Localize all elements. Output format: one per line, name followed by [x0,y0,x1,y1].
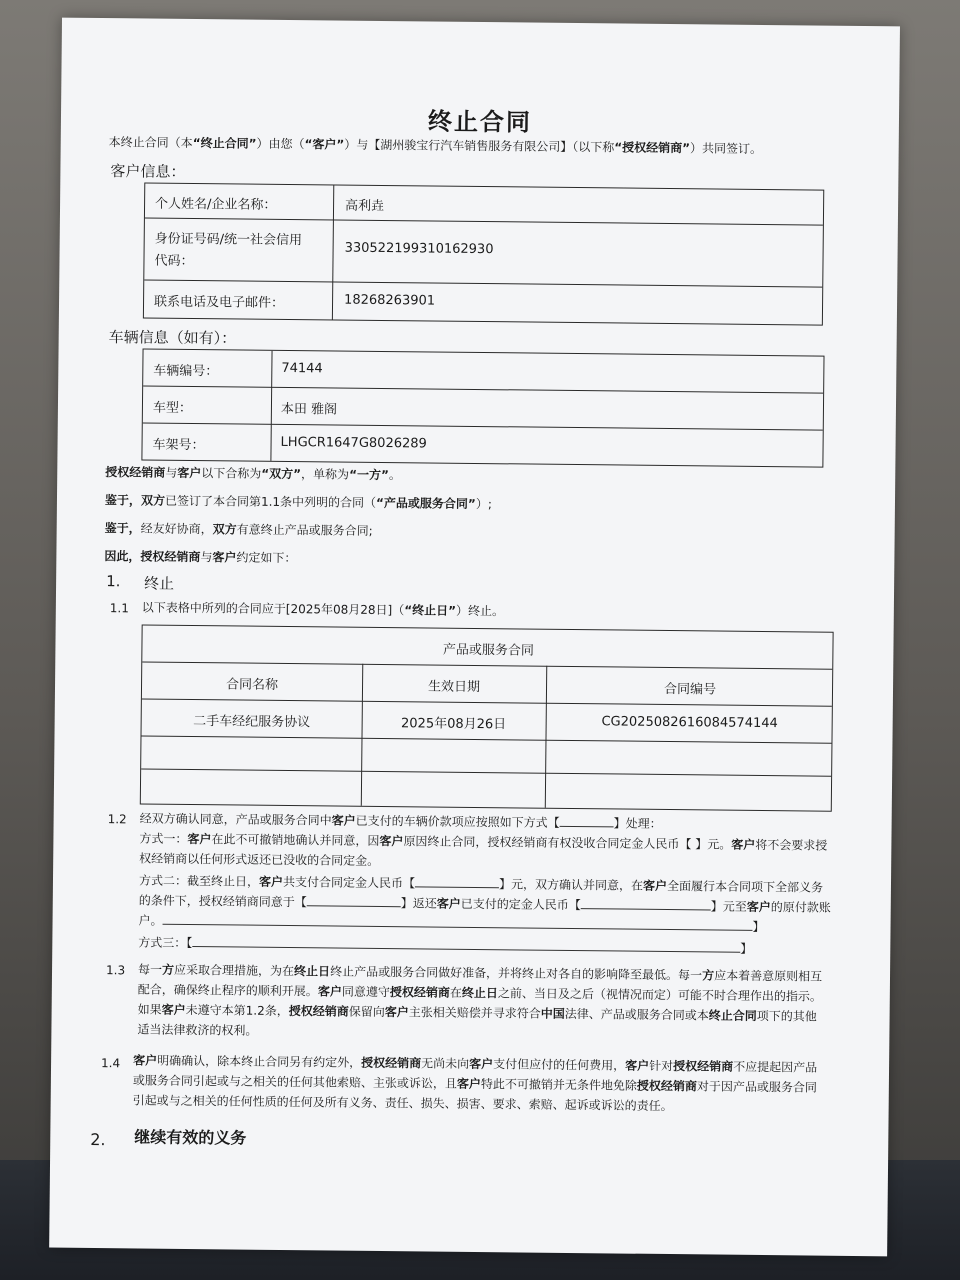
clause-term: 授权经销商 [636,1078,698,1094]
intro-term: “授权经销商” [614,140,691,156]
clause-term: 客户 [133,1053,158,1068]
section-2-number: 2. [90,1129,106,1150]
clause-text: 以下表格中所列的合同应于[2025年08月28日]（ [141,600,405,618]
recital-text: 经友好协商， [140,521,213,537]
customer-id-label-2: 代码： [154,253,194,270]
vehicle-no-label: 车辆编号： [153,363,219,380]
clause-text: 保留向 [348,1004,385,1020]
clause-1-4-number: 1.4 [101,1056,121,1071]
recital-term: “产品或服务合同” [376,495,476,511]
clause-text: 将不会要求授 [755,837,828,853]
clause-term: 客户 [731,837,756,852]
clause-text: 不应提起因产品 [733,1059,818,1075]
clause-term: 客户 [258,874,284,889]
intro-text: ）共同签订。 [690,141,763,156]
clause-text: 如果 [137,1002,162,1017]
clause-text: 应采取合理措施，为在 [174,962,295,979]
section-2-title: 继续有效的义务 [134,1127,247,1148]
section-1-number: 1. [106,572,121,591]
recital-text: 已签订了本合同第1.1条中列明的合同（ [164,493,377,510]
vehicle-no-value: 74144 [281,360,323,377]
customer-id-value: 330522199310162930 [344,240,494,258]
clause-term: 授权经销商 [673,1059,734,1074]
intro-term: “终止合同” [192,135,257,151]
intro-term: “客户” [304,137,345,152]
recital-term: 因此，授权经销商 [104,549,201,565]
clause-text: 项下的其他 [756,1008,817,1024]
recital-term: “双方” [261,466,302,482]
recital-term: 授权经销商 [105,465,166,480]
recital-text: 以下合称为 [201,466,262,481]
clause-1-4-line-3: 引起或与之相关的任何性质的任何及所有义务、责任、损失、损害、要求、索赔、起诉或诉讼的责任。 [132,1093,673,1114]
clause-term: 终止日 [461,985,498,1001]
clause-text: 或服务合同引起或与之相关的任何其他索赔、主张或诉讼，且 [132,1073,457,1091]
clause-text: 对于因产品或服务合同 [696,1079,818,1095]
clause-text: 主张相关赔偿并寻求符合 [408,1005,541,1021]
recital-whereas-2 [105,518,885,547]
blank-method[interactable] [560,826,614,828]
customer-name-label: 个人姓名/企业名称： [154,196,277,213]
clause-text: 经双方确认同意，产品或服务合同中 [139,811,332,828]
clause-text: 】元，双方确认并同意，在 [498,877,644,893]
col-contract-name: 合同名称 [225,677,279,693]
clause-text: 方式二：截至终止日， [138,873,260,889]
customer-info-table [143,182,824,325]
contract-paper [49,18,900,1257]
clause-text: 方式一： [139,831,188,846]
clause-text: 应本着善意原则相互 [714,968,823,984]
clause-text: 明确确认，除本终止合同另有约定外， [157,1053,362,1070]
clause-term: 客户 [379,833,404,849]
vehicle-model-value: 本田 雅阁 [280,401,338,418]
clause-term: 方 [702,968,715,983]
clause-term: 客户 [331,813,356,828]
row1-contract-name: 二手车经纪服务协议 [193,714,311,731]
intro-text: 本终止合同（本 [108,135,193,150]
recital-therefore [104,546,884,575]
clause-text: 针对 [649,1058,674,1074]
row1-contract-number: CG2025082616084574144 [601,714,778,732]
recital-text: ，单称为 [301,467,350,482]
recital-text: ）; [475,496,492,512]
col-effective-date: 生效日期 [427,679,481,696]
clause-text: 户。 [138,913,163,928]
clause-term: 授权经销商 [288,1004,349,1019]
clause-text: 的原付款账 [770,900,831,915]
clause-term: 方 [162,962,175,977]
clause-term: 授权经销商 [361,1055,422,1071]
document-title: 终止合同 [427,107,533,137]
row1-effective-date: 2025年08月26日 [400,716,507,733]
clause-term: 客户 [317,984,342,999]
recital-text: 与 [165,465,178,480]
blank-refund-date[interactable] [307,905,401,907]
clause-term: 客户 [436,896,461,911]
clause-text: 已支付的定金人民币【 [460,896,581,913]
clause-text: 法律、产品或服务合同或本 [564,1006,709,1023]
clause-text: 方式三：【 [138,935,193,951]
clause-term: 客户 [456,1076,481,1092]
clause-text: 全面履行本合同项下全部义务 [666,878,824,895]
clause-text: 共支付合同定金人民币【 [282,874,416,891]
clause-term: 客户 [187,831,212,847]
clause-term: 中国 [540,1006,565,1021]
clause-text: 同意遵守 [341,984,390,1000]
vehicle-model-label: 车型： [152,400,193,416]
clause-text: 的条件下，授权经销商同意于【 [138,893,307,910]
recital-term: 鉴于， [104,521,141,536]
recital-term: 客户 [212,550,237,565]
clause-text: 】返还 [400,896,437,911]
clause-text: 支付但应付的任何费用， [493,1057,626,1073]
clause-1-2-number: 1.2 [107,812,127,827]
clause-text: 】 [752,919,765,935]
clause-text: 特此不可撤销并无条件地免除 [480,1077,637,1093]
clause-term: 终止合同 [708,1008,757,1023]
clause-text: 】 [740,941,753,956]
vehicle-vin-value: LHGCR1647G8026289 [280,434,427,452]
clause-1-3-number: 1.3 [105,963,126,978]
vehicle-vin-label: 车架号： [152,437,205,454]
recital-term: “一方” [349,467,389,483]
intro-text: ）与【湖州骏宝行汽车销售服务有限公司】（以下称 [344,137,615,155]
clause-term: 客户 [161,1002,186,1017]
vehicle-info-table [141,348,824,467]
clause-1-1-number: 1.1 [109,601,130,616]
clause-text: 终止产品或服务合同做好准备，并将终止对各自的影响降至最低。每一 [330,964,703,983]
blank-method-three[interactable] [192,946,740,953]
clause-term: 客户 [746,899,771,915]
col-contract-number: 合同编号 [663,681,717,698]
clause-text: 未遵守本第1.2条， [185,1002,289,1019]
section-1-title: 终止 [144,574,175,593]
clause-term: 客户 [625,1058,650,1073]
clause-text: 已支付的车辆价款项应按照如下方式【 [355,813,560,830]
clause-term: “终止日” [404,603,457,618]
intro-text: ）由您（ [256,136,305,152]
customer-contact-label: 联系电话及电子邮件： [153,294,285,311]
blank-deposit-paid[interactable] [415,886,499,888]
clause-text: 之前、当日及之后（视情况而定）可能不时合理作出的指示。 [497,986,822,1004]
clause-1-1 [142,597,882,626]
recital-term: 鉴于， [104,493,142,508]
clause-text: 无尚未向 [421,1056,470,1071]
clause-text: 在 [449,985,462,1000]
recital-term: 客户 [177,465,202,481]
recital-term: 双方 [140,493,166,508]
clause-term: 授权经销商 [389,985,450,1000]
clause-1-2-line-3: 权经销商以任何形式返还已没收的合同定金。 [139,851,380,868]
clause-text: 原因终止合同，授权经销商有权没收合同定金人民币【 】元。 [403,834,732,852]
recital-text: 与 [200,550,213,565]
contract-table [140,624,834,811]
clause-term: 客户 [384,1005,409,1020]
clause-text: 在此不可撤销地确认并同意，因 [211,832,380,848]
clause-text: ）终止。 [455,603,505,619]
clause-text: 】处理： [613,816,662,831]
recital-text: 有意终止产品或服务合同; [236,522,373,538]
customer-id-label: 身份证号码/统一社会信用 [154,231,303,249]
recital-text: 约定如下： [236,550,297,566]
clause-1-3-line-4: 适当法律救济的权利。 [137,1022,258,1038]
customer-contact-value: 18268263901 [344,292,436,309]
clause-text: 】元至 [710,899,747,914]
clause-term: 终止日 [294,964,331,979]
recital-whereas-1 [105,490,885,519]
clause-term: 客户 [469,1056,494,1072]
customer-name-value: 高利垚 [344,198,385,214]
clause-term: 客户 [642,878,668,893]
recital-text: 。 [388,468,401,483]
contract-table-header: 产品或服务合同 [442,642,534,659]
clause-text: 每一 [137,962,163,977]
recital-term: 双方 [212,522,237,537]
blank-refund-amount[interactable] [581,908,711,910]
vehicle-heading: 车辆信息（如有）： [108,328,237,348]
blank-account[interactable] [163,924,753,931]
clause-text: 配合，确保终止程序的顺利开展。 [137,982,318,999]
customer-heading: 客户信息： [110,162,186,181]
